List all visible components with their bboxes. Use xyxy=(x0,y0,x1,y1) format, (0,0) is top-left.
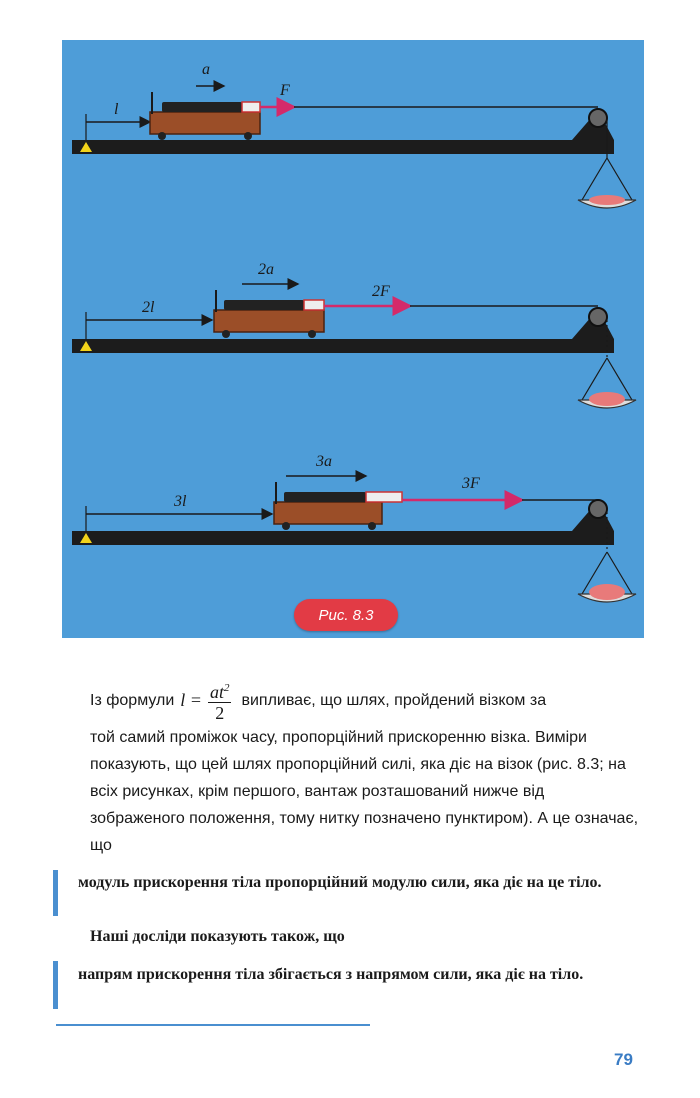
track xyxy=(72,531,614,545)
figure-8-3 xyxy=(62,40,644,638)
pulley xyxy=(572,308,614,339)
distance-label: 2l xyxy=(142,299,155,316)
divider xyxy=(56,1024,370,1026)
force-label: 2F xyxy=(372,283,390,300)
track xyxy=(72,339,614,353)
panel-2 xyxy=(72,261,636,408)
panel-1 xyxy=(72,61,636,208)
formula-prefix: Із формули xyxy=(90,691,175,709)
track xyxy=(72,140,614,154)
weight-pan xyxy=(578,158,636,208)
distance-label: 3l xyxy=(174,493,187,510)
page-number: 79 xyxy=(614,1050,633,1069)
formula-lhs: l = xyxy=(180,689,202,710)
force-label: 3F xyxy=(462,475,480,492)
rule-acceleration-direction: напрям прискорення тіла збігається з напрямом сили, яка діє на тіло. xyxy=(78,966,584,983)
acceleration-label: 3a xyxy=(316,453,332,470)
formula-exponent: 2 xyxy=(223,681,230,694)
weight-pan xyxy=(578,552,636,602)
panel-3 xyxy=(72,453,636,602)
pulley xyxy=(572,500,614,531)
weight-pan xyxy=(578,358,636,408)
formula-denominator: 2 xyxy=(215,702,225,723)
cart xyxy=(150,92,260,140)
distance-formula xyxy=(180,678,231,723)
force-label: F xyxy=(280,82,290,99)
transition-sentence: Наші досліди показують також, що xyxy=(90,928,345,945)
distance-label: l xyxy=(114,101,119,118)
experiment-illustration xyxy=(62,40,644,638)
cart xyxy=(214,290,324,338)
acceleration-label: 2a xyxy=(258,261,274,278)
formula-suffix: випливає, що шлях, пройдений візком за xyxy=(241,691,547,709)
paragraph-body: той самий проміжок часу, пропорційний прискоренню візка. Виміри показують, що цей шлях пропорційний силі, яка діє на візок (рис. 8.3; на всіх рисунках, крім першого, вантаж розташований нижче від зображеного положення, тому нитку позначено пунктиром). А це означає, що xyxy=(90,729,639,854)
figure-caption: Рис. 8.3 xyxy=(294,599,398,631)
formula-numerator: at xyxy=(209,681,224,702)
rule-marker xyxy=(53,961,58,1009)
pulley xyxy=(572,109,614,140)
rule-marker xyxy=(53,870,58,916)
acceleration-label: a xyxy=(202,61,210,78)
paragraph-formula xyxy=(90,676,642,859)
cart xyxy=(274,482,402,530)
rule-acceleration-magnitude: модуль прискорення тіла пропорційний модулю сили, яка діє на це тіло. xyxy=(78,874,602,891)
